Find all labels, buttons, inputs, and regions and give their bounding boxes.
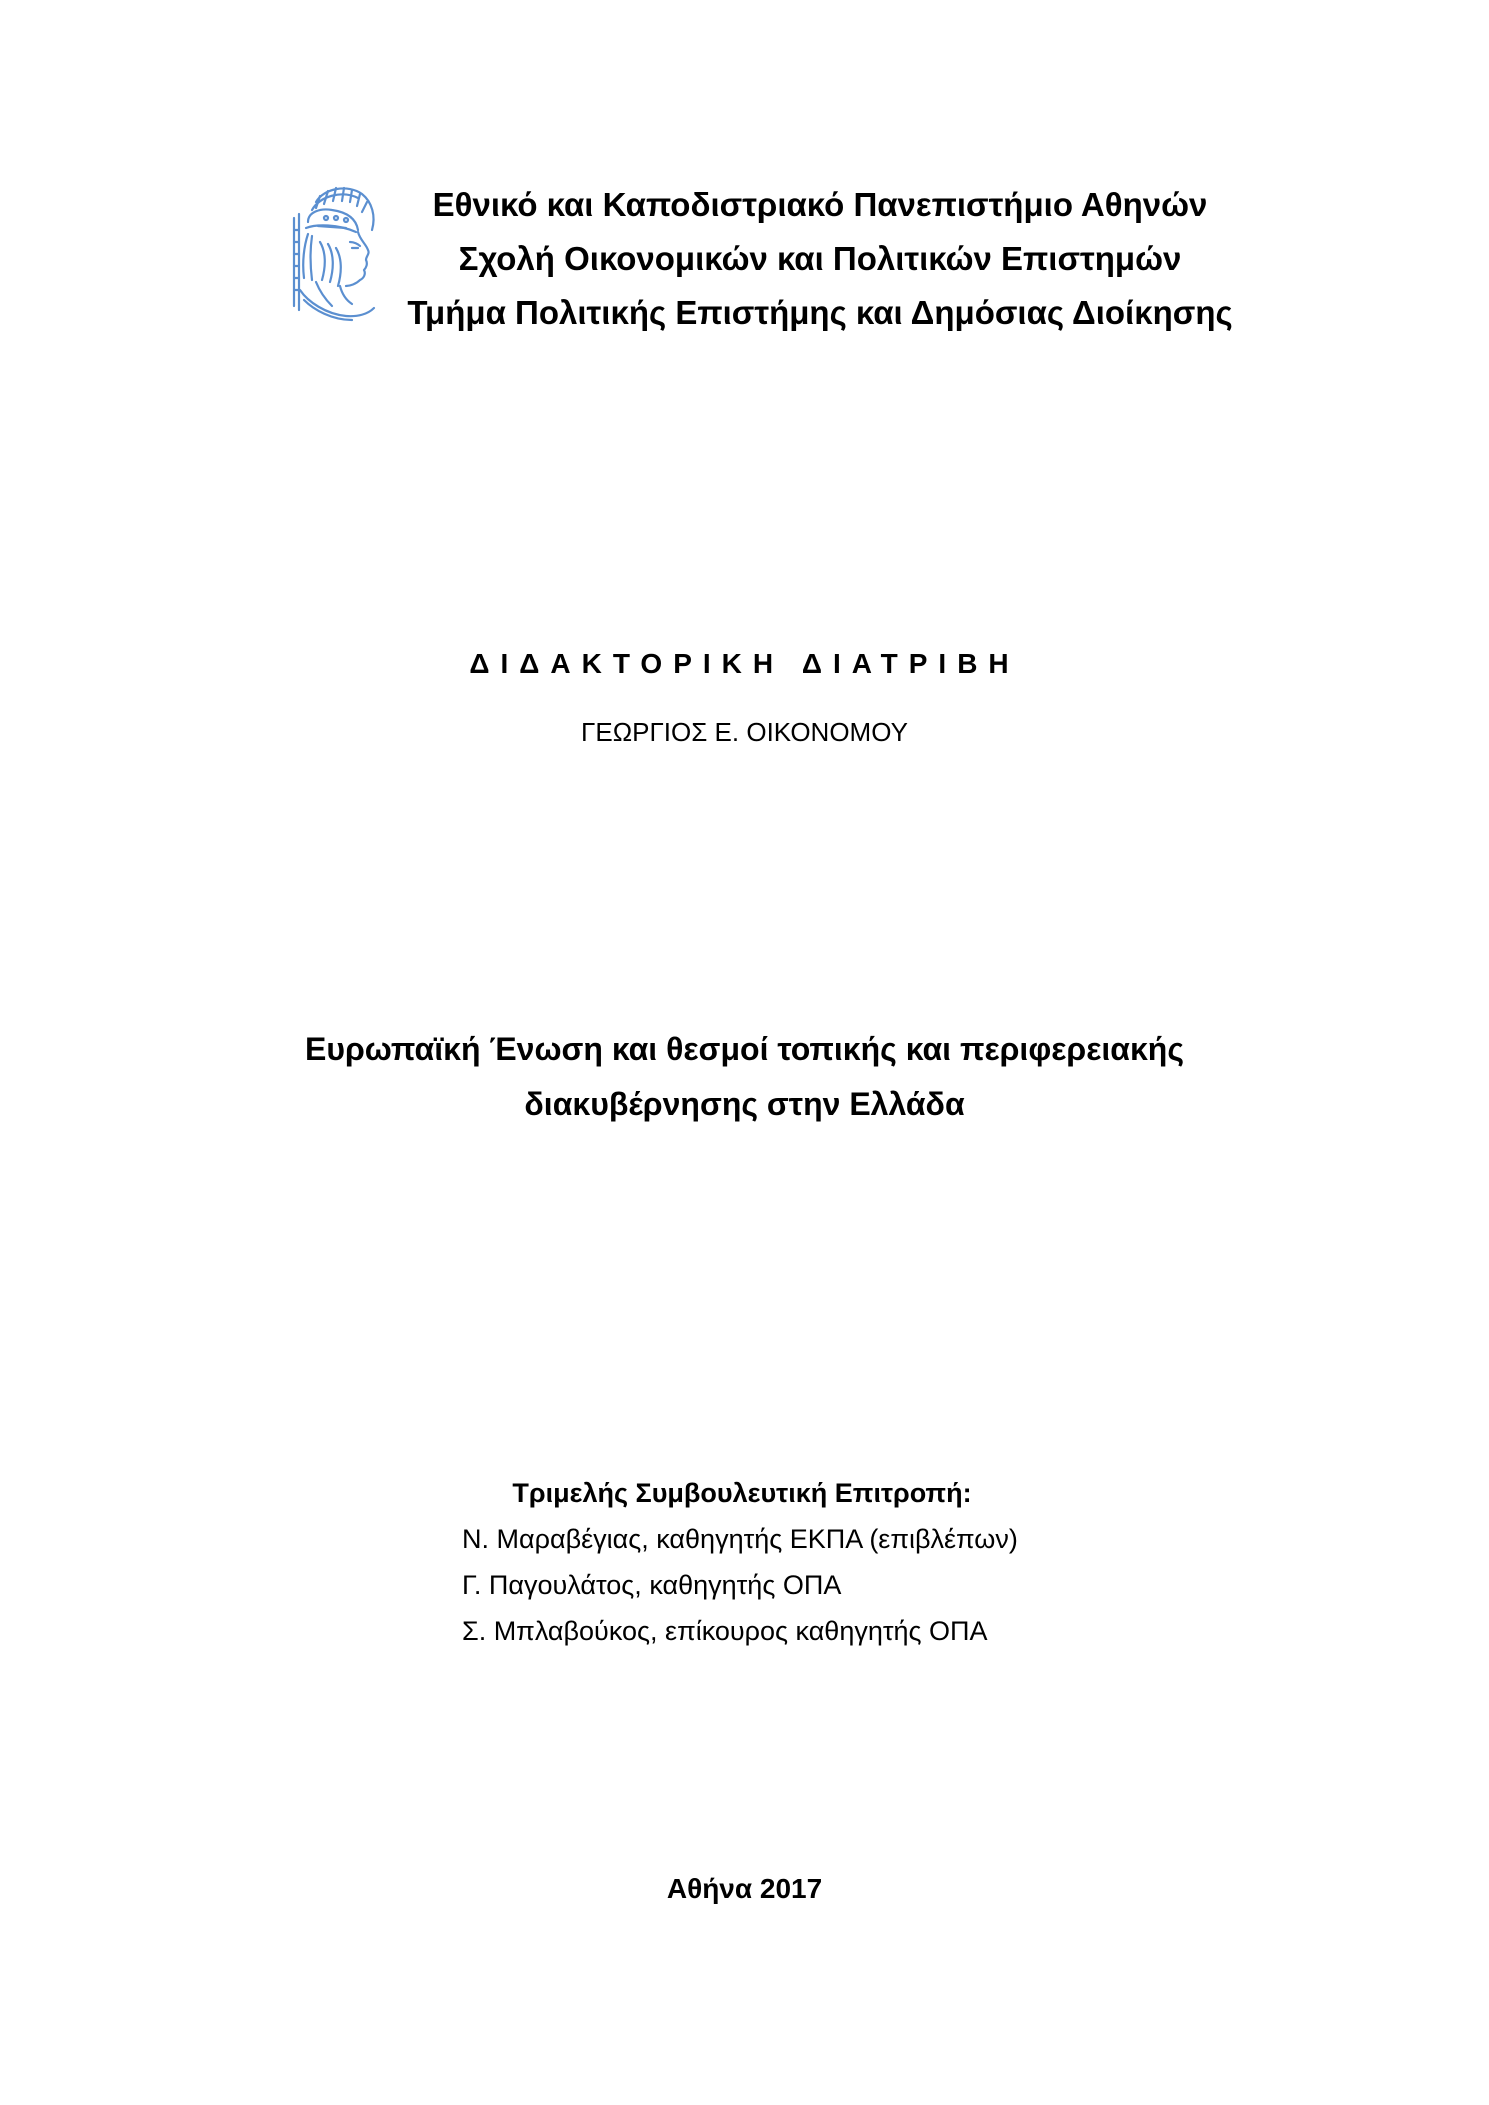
author-name: ΓΕΩΡΓΙΟΣ Ε. ΟΙΚΟΝΟΜΟΥ [581,717,908,747]
committee-member: Γ. Παγουλάτος, καθηγητής ΟΠΑ [462,1570,842,1600]
committee-member: Ν. Μαραβέγιας, καθηγητής ΕΚΠΑ (επιβλέπων) [462,1524,1018,1554]
place-and-year: Αθήνα 2017 [666,1873,823,1904]
committee-member: Σ. Μπλαβούκος, επίκουρος καθηγητής ΟΠΑ [462,1616,988,1646]
committee-heading: Τριμελής Συμβουλευτική Επιτροπή: [512,1478,972,1508]
athena-helmet-seal-icon [286,182,386,324]
department-name: Τμήμα Πολιτικής Επιστήμης και Δημόσιας Διοίκησης [407,294,1233,331]
thesis-title-line-2: διακυβέρνησης στην Ελλάδα [524,1086,965,1122]
thesis-title [0,1022,1489,1132]
thesis-title-line-1: Ευρωπαϊκή Ένωση και θεσμοί τοπικής και περιφερειακής [305,1031,1184,1067]
advisory-committee [462,1471,1082,1654]
university-name: Εθνικό και Καποδιστριακό Πανεπιστήμιο Αθηνών [432,186,1208,223]
institution-header [400,178,1240,340]
school-name: Σχολή Οικονομικών και Πολιτικών Επιστημών [458,240,1182,277]
document-type: ΔΙΔΑΚΤΟΡΙΚΗ ΔΙΑΤΡΙΒΗ [469,648,1020,679]
